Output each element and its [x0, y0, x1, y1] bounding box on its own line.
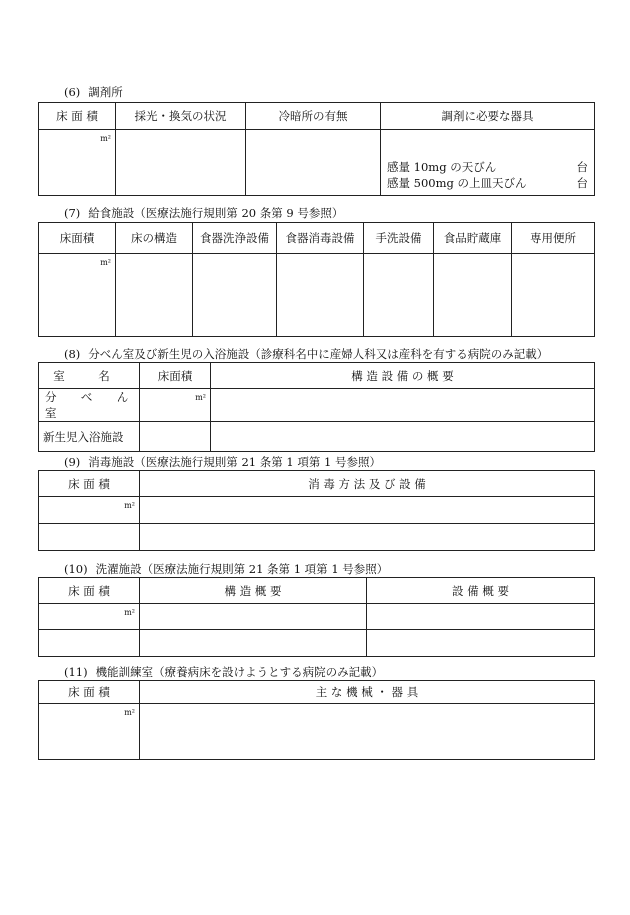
- section-6-title: [64, 84, 123, 100]
- structure-overview-cell[interactable]: [211, 422, 595, 452]
- section-title-text: 洗濯施設（医療法施行規則第 21 条第 1 項第 1 号参照）: [95, 562, 389, 576]
- section-8-title: [64, 346, 548, 362]
- floor-area-cell[interactable]: [39, 130, 116, 196]
- floor-area-cell[interactable]: [39, 524, 140, 551]
- header-dedicated-toilet: 専用便所: [512, 223, 595, 254]
- unit-label: m²: [124, 608, 135, 617]
- section-title-text: 調剤所: [88, 85, 123, 99]
- header-dish-washing: 食器洗浄設備: [193, 223, 277, 254]
- header-room-name: [39, 363, 140, 389]
- equipment-counter: 台: [576, 176, 588, 190]
- header-main-equipment: 主 な 機 械 ・ 器 具: [140, 681, 595, 704]
- section-number: (6): [64, 85, 81, 99]
- delivery-room-table: [38, 362, 595, 452]
- header-text: 室 名: [53, 368, 125, 383]
- section-title-text: 給食施設（医療法施行規則第 20 条第 9 号参照）: [88, 206, 344, 220]
- section-number: (11): [64, 665, 88, 679]
- header-disinfection-method: 消 毒 方 法 及 び 設 備: [140, 471, 595, 497]
- unit-label: m²: [195, 393, 206, 402]
- dish-washing-cell[interactable]: [193, 254, 277, 337]
- section-title-text: 機能訓練室（療養病床を設けようとする病院のみ記載）: [95, 665, 384, 679]
- header-floor-area: 床 面 積: [39, 578, 140, 604]
- header-floor-structure: 床の構造: [116, 223, 193, 254]
- structure-overview-cell[interactable]: [140, 630, 367, 657]
- structure-overview-cell[interactable]: [211, 389, 595, 422]
- header-floor-area: 床面積: [39, 223, 116, 254]
- header-floor-area: 床 面 積: [39, 681, 140, 704]
- laundry-table: [38, 577, 595, 657]
- row-label-newborn-bath: 新生児入浴施設: [39, 422, 140, 452]
- unit-label: m²: [124, 501, 135, 510]
- equipment-line: [387, 175, 588, 191]
- equipment-overview-cell[interactable]: [367, 604, 595, 630]
- section-number: (9): [64, 455, 81, 469]
- section-number: (8): [64, 347, 81, 361]
- row-label-delivery-room: [39, 389, 140, 422]
- floor-area-cell[interactable]: [140, 389, 211, 422]
- floor-area-cell[interactable]: [39, 704, 140, 760]
- section-10-title: [64, 561, 388, 577]
- floor-area-cell[interactable]: [39, 497, 140, 524]
- unit-label: m²: [100, 258, 111, 267]
- unit-label: m²: [124, 708, 135, 717]
- section-number: (10): [64, 562, 88, 576]
- floor-area-cell[interactable]: [39, 630, 140, 657]
- header-floor-area: 床面積: [140, 363, 211, 389]
- section-9-title: [64, 454, 381, 470]
- food-storage-cell[interactable]: [434, 254, 512, 337]
- dedicated-toilet-cell[interactable]: [512, 254, 595, 337]
- header-structure-overview: 構 造 設 備 の 概 要: [211, 363, 595, 389]
- header-hand-washing: 手洗設備: [364, 223, 434, 254]
- header-structure-overview: 構 造 概 要: [140, 578, 367, 604]
- equipment-cell[interactable]: [381, 130, 595, 196]
- equipment-item: 感量 500mg の上皿天びん: [387, 176, 527, 190]
- structure-overview-cell[interactable]: [140, 604, 367, 630]
- main-equipment-cell[interactable]: [140, 704, 595, 760]
- row-label-text: 分 べ ん 室: [45, 390, 139, 420]
- section-11-title: [64, 664, 383, 680]
- equipment-item: 感量 10mg の天びん: [387, 160, 497, 174]
- header-equipment-overview: 設 備 概 要: [367, 578, 595, 604]
- cool-dark-place-cell[interactable]: [246, 130, 381, 196]
- disinfection-method-cell[interactable]: [140, 524, 595, 551]
- lighting-ventilation-cell[interactable]: [116, 130, 246, 196]
- floor-area-cell[interactable]: [39, 254, 116, 337]
- dispensary-table: [38, 102, 595, 196]
- header-dispensing-equipment: 調剤に必要な器具: [381, 103, 595, 130]
- food-service-table: [38, 222, 595, 337]
- equipment-counter: 台: [576, 160, 588, 174]
- hand-washing-cell[interactable]: [364, 254, 434, 337]
- floor-structure-cell[interactable]: [116, 254, 193, 337]
- disinfection-method-cell[interactable]: [140, 497, 595, 524]
- header-floor-area: 床 面 積: [39, 471, 140, 497]
- floor-area-cell[interactable]: [39, 604, 140, 630]
- equipment-overview-cell[interactable]: [367, 630, 595, 657]
- header-food-storage: 食品貯蔵庫: [434, 223, 512, 254]
- rehabilitation-table: [38, 680, 595, 760]
- header-lighting-ventilation: 採光・換気の状況: [116, 103, 246, 130]
- header-dish-sterilizing: 食器消毒設備: [277, 223, 364, 254]
- equipment-line: [387, 159, 588, 175]
- section-number: (7): [64, 206, 81, 220]
- section-title-text: 消毒施設（医療法施行規則第 21 条第 1 項第 1 号参照）: [88, 455, 381, 469]
- section-7-title: [64, 205, 343, 221]
- unit-label: m²: [100, 134, 111, 143]
- header-cool-dark-place: 冷暗所の有無: [246, 103, 381, 130]
- header-floor-area: 床 面 積: [39, 103, 116, 130]
- floor-area-cell[interactable]: [140, 422, 211, 452]
- dish-sterilizing-cell[interactable]: [277, 254, 364, 337]
- section-title-text: 分べん室及び新生児の入浴施設（診療科名中に産婦人科又は産科を有する病院のみ記載）: [88, 347, 549, 361]
- disinfection-table: [38, 470, 595, 551]
